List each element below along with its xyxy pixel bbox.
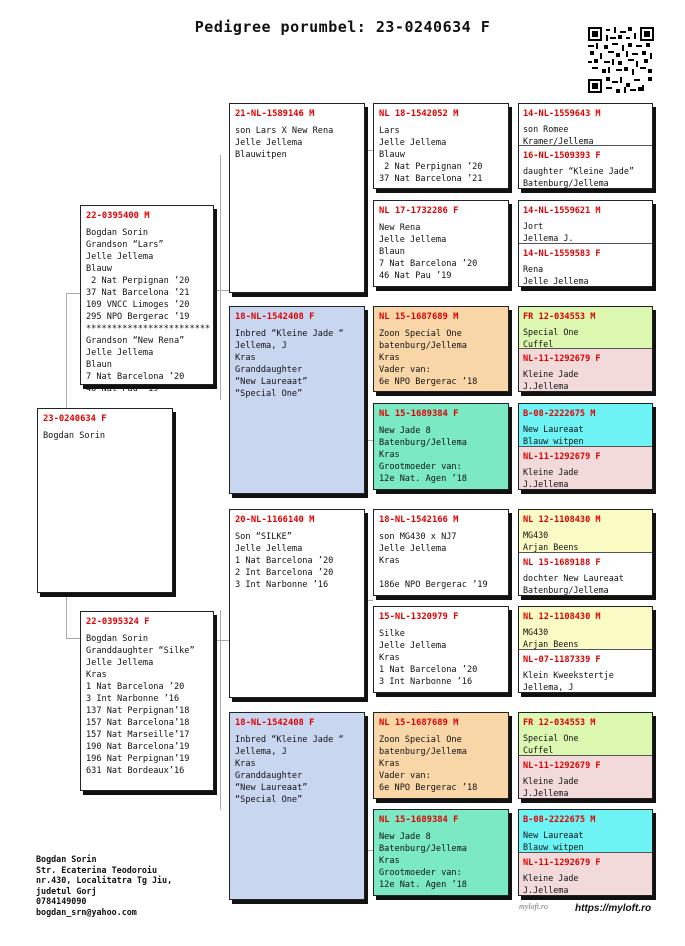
pigeon-card-g3-1[interactable] bbox=[373, 200, 509, 287]
pigeon-card-g4-1[interactable] bbox=[519, 146, 652, 188]
card-line: New Jade 8 bbox=[379, 426, 431, 436]
card-line: Batenburg/Jellema bbox=[523, 178, 609, 188]
card-line: Jelle Jellema bbox=[379, 138, 447, 148]
card-line: Kleine Jade bbox=[523, 466, 579, 477]
pigeon-card-mm[interactable] bbox=[229, 712, 365, 900]
card-line: Kleine Jade bbox=[523, 872, 579, 883]
ring-number: 18-NL-1542408 F bbox=[235, 718, 315, 728]
card-line: Kras bbox=[235, 353, 256, 363]
pigeon-card-g3-7[interactable] bbox=[373, 809, 509, 896]
pigeon-card-ff[interactable] bbox=[229, 103, 365, 293]
card-line: MG430 bbox=[523, 530, 549, 540]
card-line: Jellema, J bbox=[523, 681, 574, 692]
ring-number: 18-NL-1542166 M bbox=[379, 515, 459, 525]
card-line: Grootmoeder van: bbox=[379, 462, 462, 472]
ring-number: NL-11-1292679 F bbox=[523, 857, 601, 868]
card-line: Arjan Beens bbox=[523, 639, 579, 649]
card-line: 1 Nat Barcelona ’20 bbox=[235, 556, 334, 566]
connector bbox=[365, 440, 373, 441]
card-line: Blauw witpen bbox=[523, 436, 584, 446]
card-line: 1 Nat Barcelona ’20 bbox=[379, 665, 478, 675]
ring-number: 22-0395324 F bbox=[86, 617, 150, 627]
pigeon-card-g4-10[interactable] bbox=[519, 607, 652, 650]
card-line: 2 Int Barcelona ’20 bbox=[235, 568, 334, 578]
card-line: Blauw bbox=[86, 264, 112, 274]
pigeon-card-g4-8[interactable] bbox=[519, 510, 652, 553]
pigeon-pair-4 bbox=[518, 509, 653, 596]
pigeon-card-g4-13[interactable] bbox=[519, 756, 652, 799]
card-line: Grootmoeder van: bbox=[379, 868, 462, 878]
ring-number: NL-11-1292679 F bbox=[523, 760, 601, 771]
card-line: Rena bbox=[523, 263, 544, 274]
pigeon-pair-0 bbox=[518, 103, 653, 189]
card-line: 137 Nat Perpignan’18 bbox=[86, 706, 190, 716]
card-line: J.Jellema bbox=[523, 381, 569, 391]
card-line: Blaun bbox=[379, 247, 405, 257]
card-line: Kleine Jade bbox=[523, 369, 579, 379]
pigeon-card-mother[interactable] bbox=[80, 611, 214, 791]
card-line: Blauw bbox=[379, 150, 405, 160]
pigeon-pair-6 bbox=[518, 712, 653, 799]
pigeon-card-g3-5[interactable] bbox=[373, 606, 509, 693]
card-line: Cuffel bbox=[523, 745, 554, 755]
card-line: Granddaughter bbox=[235, 771, 303, 781]
card-line: 6e NPO Bergerac ’18 bbox=[379, 783, 478, 793]
card-line: New Laureaat bbox=[523, 830, 584, 840]
card-line: Special One bbox=[523, 327, 579, 337]
pigeon-pair-7 bbox=[518, 809, 653, 896]
card-line: 12e Nat. Agen ’18 bbox=[379, 880, 467, 890]
card-line: Cuffel bbox=[523, 339, 554, 349]
pigeon-card-g4-3[interactable] bbox=[519, 244, 652, 287]
connector bbox=[365, 850, 373, 851]
pigeon-card-g3-0[interactable] bbox=[373, 103, 509, 189]
card-line: Kleine Jade bbox=[523, 775, 579, 786]
card-line: Zoon Special One bbox=[379, 329, 462, 339]
card-line: Grandson “New Rena” bbox=[86, 336, 185, 346]
ring-number: 22-0395400 M bbox=[86, 211, 150, 221]
card-line: Inbred “Kleine Jade “ bbox=[235, 735, 344, 745]
ring-number: NL-07-1187339 F bbox=[523, 654, 601, 665]
pigeon-card-g4-6[interactable] bbox=[519, 404, 652, 447]
card-line: 3 Int Narbonne ’16 bbox=[86, 694, 180, 704]
card-line: Jellema, J bbox=[235, 341, 287, 351]
card-line: Inbred “Kleine Jade “ bbox=[235, 329, 344, 339]
card-line: 37 Nat Barcelona ’21 bbox=[86, 288, 190, 298]
connector bbox=[214, 640, 229, 641]
card-line: 157 Nat Barcelona’18 bbox=[86, 718, 190, 728]
pigeon-card-g4-7[interactable] bbox=[519, 447, 652, 490]
ring-number: NL 17-1732286 F bbox=[379, 206, 459, 216]
pigeon-card-g4-12[interactable] bbox=[519, 713, 652, 756]
address-line: nr.430, Localitatra Tg Jiu, bbox=[36, 875, 173, 885]
pigeon-pair-3 bbox=[518, 403, 653, 490]
card-line: Zoon Special One bbox=[379, 735, 462, 745]
card-line: Bogdan Sorin bbox=[86, 228, 149, 238]
card-line: Kras bbox=[86, 670, 107, 680]
card-line: “New Laureaat” bbox=[235, 783, 308, 793]
card-line: J.Jellema bbox=[523, 478, 569, 489]
ring-number: B-08-2222675 M bbox=[523, 815, 596, 825]
card-line: 7 Nat Barcelona ’20 bbox=[379, 259, 478, 269]
connector bbox=[365, 600, 373, 601]
card-line: Blauw witpen bbox=[523, 842, 584, 852]
address-line: judetul Gorj bbox=[36, 885, 97, 896]
card-line: Kras bbox=[379, 653, 400, 663]
card-line: 37 Nat Barcelona ’21 bbox=[379, 174, 483, 184]
card-line: Granddaughter “Silke” bbox=[86, 646, 195, 656]
card-line: Grandson “Lars” bbox=[86, 240, 164, 250]
pigeon-card-g4-15[interactable] bbox=[519, 853, 652, 896]
phone-number: 0784149090 bbox=[36, 896, 87, 906]
card-line: J.Jellema bbox=[523, 884, 569, 895]
ring-number: B-08-2222675 M bbox=[523, 409, 596, 419]
card-line: daughter “Kleine Jade” bbox=[523, 166, 634, 176]
pigeon-pair-5 bbox=[518, 606, 653, 693]
card-line: son Romee bbox=[523, 124, 569, 134]
card-line: Lars bbox=[379, 126, 400, 136]
card-line: Bogdan Sorin bbox=[43, 431, 106, 441]
card-line: 12e Nat. Agen ’18 bbox=[379, 474, 467, 484]
card-line: Kras bbox=[379, 353, 400, 363]
ring-number: NL 18-1542052 M bbox=[379, 109, 459, 119]
card-line: Jelle Jellema bbox=[379, 544, 447, 554]
ring-number: NL 15-1687689 M bbox=[379, 312, 459, 322]
card-line: 186e NPO Bergerac ’19 bbox=[379, 580, 488, 590]
card-line: Jelle Jellema bbox=[523, 275, 589, 286]
address-line: Str. Ecaterina Teodoroiu bbox=[36, 864, 158, 875]
qr-code bbox=[588, 27, 654, 93]
card-line: Jelle Jellema bbox=[379, 235, 447, 245]
card-line: Jelle Jellema bbox=[379, 641, 447, 651]
ring-number: 15-NL-1320979 F bbox=[379, 612, 459, 622]
pigeon-card-g4-11[interactable] bbox=[519, 650, 652, 693]
pigeon-card-g4-14[interactable] bbox=[519, 810, 652, 853]
ring-number: NL 15-1689384 F bbox=[379, 815, 459, 825]
pigeon-card-g3-2[interactable] bbox=[373, 306, 509, 392]
card-line: Jelle Jellema bbox=[86, 252, 154, 262]
card-line: Son “SILKE” bbox=[235, 532, 292, 542]
card-line: “Special One” bbox=[235, 389, 303, 399]
card-line: Special One bbox=[523, 733, 579, 743]
card-line: Kras bbox=[379, 759, 400, 769]
ring-number: 20-NL-1166140 M bbox=[235, 515, 315, 525]
card-line bbox=[379, 567, 503, 579]
signature: myloft.ro bbox=[519, 902, 548, 911]
card-line: 3 Int Narbonne ’16 bbox=[235, 580, 329, 590]
ring-number: 21-NL-1589146 M bbox=[235, 109, 315, 119]
connector bbox=[66, 293, 80, 294]
pigeon-card-g4-4[interactable] bbox=[519, 307, 652, 349]
card-line: batenburg/Jellema bbox=[379, 341, 467, 351]
card-line: Jelle Jellema bbox=[86, 658, 154, 668]
ring-number: 14-NL-1559583 F bbox=[523, 248, 601, 259]
website-link[interactable]: https://myloft.ro bbox=[575, 903, 652, 914]
card-line: Klein Kweekstertje bbox=[523, 669, 614, 680]
pigeon-card-g4-0[interactable] bbox=[519, 104, 652, 146]
card-line: Jelle Jellema bbox=[235, 138, 303, 148]
card-line: Jelle Jellema bbox=[235, 544, 303, 554]
pigeon-pair-2 bbox=[518, 306, 653, 392]
card-line: 190 Nat Barcelona’19 bbox=[86, 742, 190, 752]
card-line: Vader van: bbox=[379, 365, 431, 375]
ring-number: 23-0240634 F bbox=[43, 414, 107, 424]
pigeon-card-g4-5[interactable] bbox=[519, 349, 652, 391]
card-line: Jelle Jellema bbox=[86, 348, 154, 358]
ring-number: 18-NL-1542408 F bbox=[235, 312, 315, 322]
card-line: 157 Nat Marseille’17 bbox=[86, 730, 190, 740]
ring-number: 14-NL-1559643 M bbox=[523, 109, 601, 119]
card-line: 1 Nat Barcelona ’20 bbox=[86, 682, 185, 692]
card-line: 196 Nat Perpignan’19 bbox=[86, 754, 190, 764]
card-line: New Rena bbox=[379, 223, 421, 233]
card-line: Arjan Beens bbox=[523, 542, 579, 552]
ring-number: 14-NL-1559621 M bbox=[523, 206, 601, 216]
ring-number: NL 15-1689384 F bbox=[379, 409, 459, 419]
card-line: dochter New Laureaat bbox=[523, 572, 624, 583]
ring-number: NL-11-1292679 F bbox=[523, 354, 601, 364]
page-title: Pedigree porumbel: 23-0240634 F bbox=[194, 18, 491, 36]
card-line: Jort bbox=[523, 221, 544, 231]
card-line: MG430 bbox=[523, 627, 549, 637]
connector bbox=[365, 150, 373, 151]
ring-number: 16-NL-1509393 F bbox=[523, 151, 601, 161]
card-line: son Lars X New Rena bbox=[235, 126, 334, 136]
card-line: 7 Nat Barcelona ’20 bbox=[86, 372, 185, 382]
ring-number: NL 12-1108430 M bbox=[523, 612, 601, 622]
ring-number: NL-11-1292679 F bbox=[523, 451, 601, 462]
ring-number: NL 15-1689188 F bbox=[523, 557, 601, 568]
card-line: 46 Nat Pau ’19 bbox=[379, 271, 452, 281]
card-line: Jellema J. bbox=[523, 233, 574, 243]
email-address: bogdan_srn@yahoo.com bbox=[36, 906, 137, 917]
card-line: 631 Nat Bordeaux’16 bbox=[86, 766, 185, 776]
card-line: “New Laureaat” bbox=[235, 377, 308, 387]
ring-number: FR 12-034553 M bbox=[523, 312, 596, 322]
card-line: Kramer/Jellema bbox=[523, 136, 594, 146]
card-line: Batenburg/Jellema bbox=[379, 438, 467, 448]
connector bbox=[214, 290, 229, 291]
card-line: Kras bbox=[235, 759, 256, 769]
card-line: ************************ bbox=[86, 324, 211, 334]
card-line: son MG430 x NJ7 bbox=[379, 532, 457, 542]
pigeon-card-g3-6[interactable] bbox=[373, 712, 509, 799]
card-line: 295 NPO Bergerac ’19 bbox=[86, 312, 190, 322]
card-line: Batenburg/Jellema bbox=[379, 844, 467, 854]
connector bbox=[66, 638, 80, 639]
card-line: Blauwitpen bbox=[235, 150, 287, 160]
card-line: Bogdan Sorin bbox=[86, 634, 149, 644]
ring-number: NL 15-1687689 M bbox=[379, 718, 459, 728]
card-line: Jellema, J bbox=[235, 747, 287, 757]
ring-number: NL 12-1108430 M bbox=[523, 515, 601, 525]
pigeon-pair-1 bbox=[518, 200, 653, 287]
card-line: 109 VNCC Limoges ’20 bbox=[86, 300, 190, 310]
pigeon-card-g3-3[interactable] bbox=[373, 403, 509, 490]
ring-number: FR 12-034553 M bbox=[523, 718, 596, 728]
card-line: J.Jellema bbox=[523, 787, 569, 798]
pigeon-card-g4-2[interactable] bbox=[519, 201, 652, 244]
card-line: Granddaughter bbox=[235, 365, 303, 375]
card-line: Batenburg/Jellema bbox=[523, 584, 609, 595]
card-line: Silke bbox=[379, 629, 405, 639]
card-line: 6e NPO Bergerac ’18 bbox=[379, 377, 478, 387]
pigeon-card-fm[interactable] bbox=[229, 306, 365, 494]
breeder-contact bbox=[36, 854, 172, 917]
card-line: Kras bbox=[379, 856, 400, 866]
pigeon-card-mf[interactable] bbox=[229, 509, 365, 698]
card-line: “Special One” bbox=[235, 795, 303, 805]
pigeon-card-g4-9[interactable] bbox=[519, 553, 652, 596]
pigeon-card-g3-4[interactable] bbox=[373, 509, 509, 596]
card-line: 2 Nat Perpignan ’20 bbox=[86, 276, 190, 286]
card-line: Blaun bbox=[86, 360, 112, 370]
card-line: 3 Int Narbonne ’16 bbox=[379, 677, 473, 687]
card-line: Kras bbox=[379, 556, 400, 566]
pigeon-card-father[interactable] bbox=[80, 205, 214, 394]
pigeon-card-subject[interactable] bbox=[37, 408, 173, 593]
card-line: Vader van: bbox=[379, 771, 431, 781]
card-line: Kras bbox=[379, 450, 400, 460]
card-line: 2 Nat Perpignan ’20 bbox=[379, 162, 483, 172]
connector bbox=[220, 155, 221, 400]
card-line: New Jade 8 bbox=[379, 832, 431, 842]
card-line: batenburg/Jellema bbox=[379, 747, 467, 757]
card-line: New Laureaat bbox=[523, 424, 584, 434]
card-line: 46 Nat Pau ’19 bbox=[86, 384, 159, 394]
breeder-name: Bogdan Sorin bbox=[36, 854, 97, 864]
